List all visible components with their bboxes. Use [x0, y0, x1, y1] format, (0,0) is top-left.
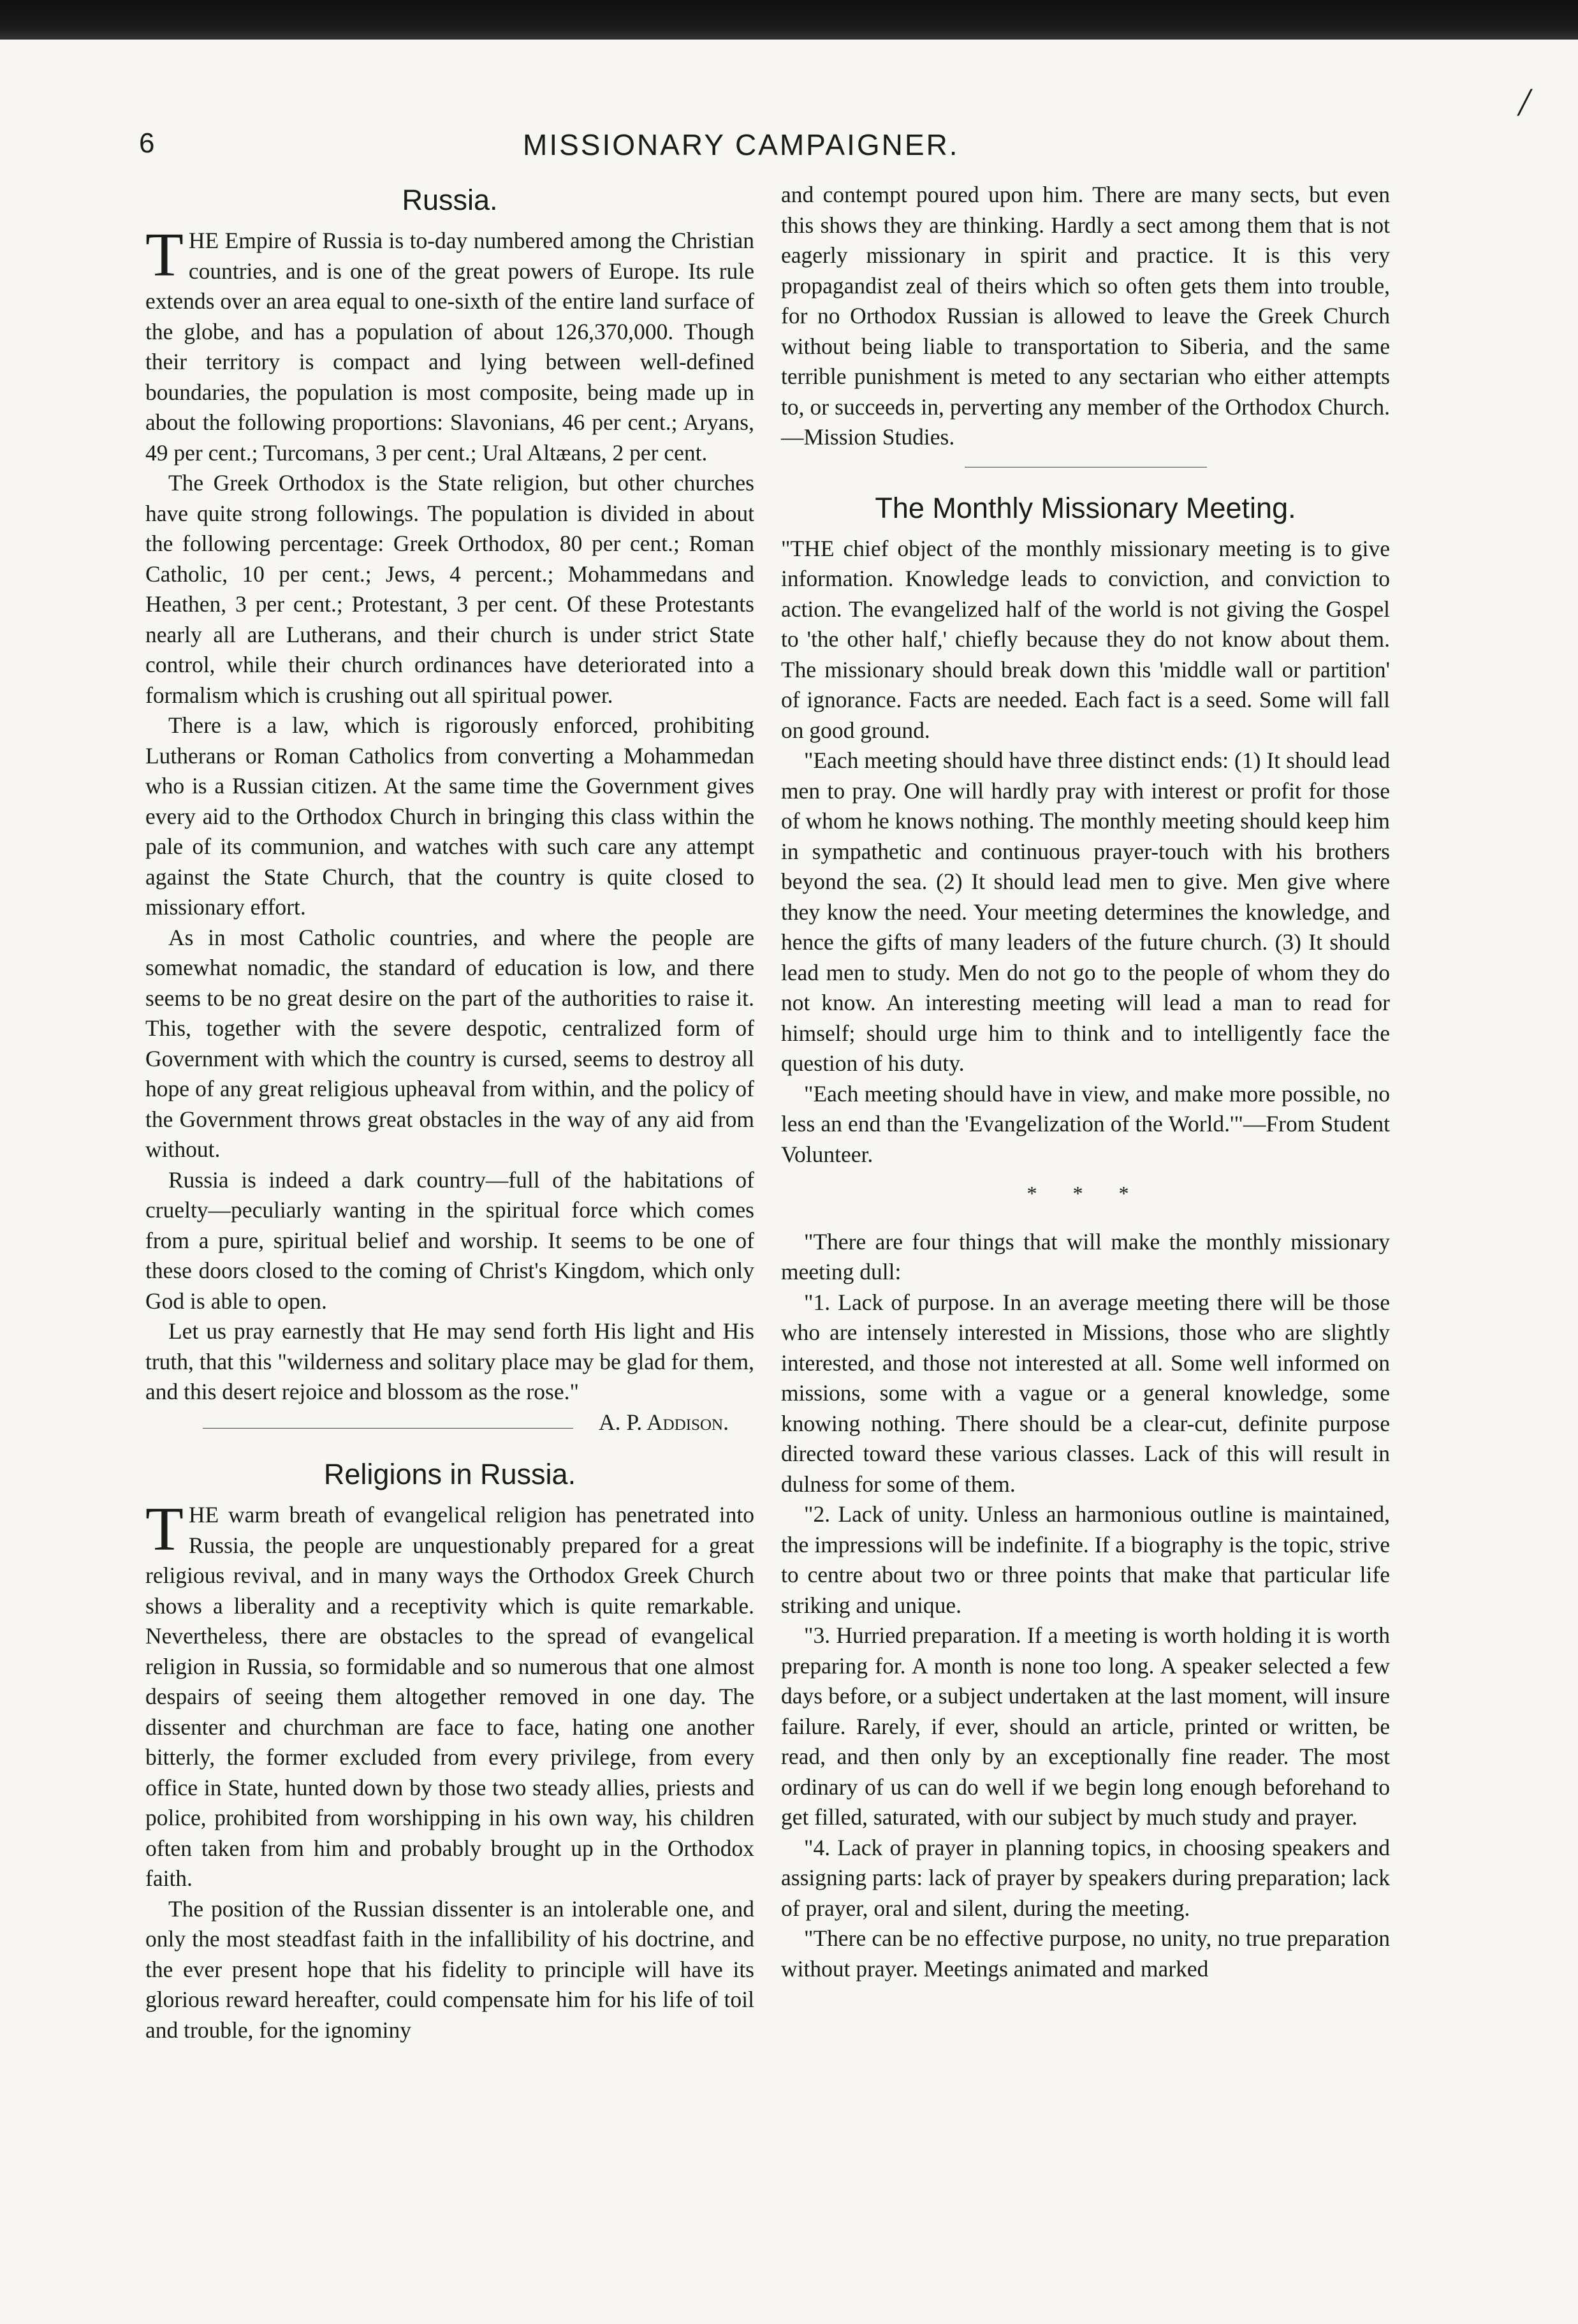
- russia-paragraph-2: The Greek Orthodox is the State religion, but other churches have quite strong followings. The population is divided in about the following percentage: Greek Orthodox, 80 per cent.; Roman Catholic, 10 per cent.; Jews, 4 percent.; Mohammedans and Heathen, 3 per cent.; Protestant, 3 per cent. Of these Protestants nearly all are Lutherans, and their church is under strict State control, while their church ordinances have deteriorated into a formalism which is crushing out all spiritual power.: [145, 470, 754, 708]
- continued-paragraph: and contempt poured upon him. There are many sects, but even this shows they are thinking. Hardly a sect among them that is not eagerly missionary in spirit and practice. It is this very propagandist zeal of theirs which so often gets them into trouble, for no Orthodox Russian is allowed to leave the Greek Church without being liable to transportation to Siberia, and the same terrible punishment is meted to any sectarian who either attempts to, or succeeds in, perverting any member of the Orthodox Church.—Mission Studies.: [781, 182, 1390, 450]
- meeting-paragraph-2: "Each meeting should have three distinct ends: (1) It should lead men to pray. One will hardly pray with interest or profit for those of whom he knows nothing. The monthly meeting should keep him in sympathetic and continuous prayer-touch with his brothers beyond the sea. (2) It should lead men to give. Men give where they know the need. Your meeting determines the knowledge, and hence the gifts of many leaders of the future church. (3) It should lead men to study. Men do not go to the people of whom they do not know. An interesting meeting will lead a man to read for himself; should urge him to think and to intelligently face the question of his duty.: [781, 747, 1390, 1076]
- article-title-meeting: The Monthly Missionary Meeting.: [875, 491, 1296, 524]
- russia-paragraph-3: There is a law, which is rigorously enforced, prohibiting Lutherans or Roman Catholics from converting a Mohammedan who is a Russian citizen. At the same time the Government gives every aid to the Orthodox Church in bringing this class within the pale of its communion, and watches with such care any attempt against the State Church, that the country is quite closed to missionary effort.: [145, 712, 754, 920]
- running-title: MISSIONARY CAMPAIGNER.: [523, 128, 960, 161]
- meeting-paragraph-5: "1. Lack of purpose. In an average meeting there will be those who are intensely interested in Missions, those who are slightly interested, and those not interested at all. Some well informed on missions, some with a vague or a general knowledge, some knowing nothing. There should be a clear-cut, definite purpose directed toward these various classes. Lack of this will result in dulness for some of them.: [781, 1289, 1390, 1497]
- meeting-paragraph-8: "4. Lack of prayer in planning topics, in choosing speakers and assigning parts: lack of prayer by speakers during preparation; lack of prayer, oral and silent, during the meeting.: [781, 1834, 1390, 1921]
- meeting-paragraph-6: "2. Lack of unity. Unless an harmonious outline is maintained, the impressions will be indefinite. If a biography is the topic, strive to centre about two or three points that make that particular life striking and unique.: [781, 1501, 1390, 1618]
- corner-mark: /: [1519, 81, 1530, 124]
- religions-paragraph-2: The position of the Russian dissenter is an intolerable one, and only the most steadfast faith in the infallibility of his doctrine, and the ever present hope that his fidelity to principle will have its glorious reward hereafter, could compensate him for his life of toil and trouble, for the ignominy: [145, 1895, 754, 2043]
- meeting-paragraph-3: "Each meeting should have in view, and make more possible, no less an end than the 'Evangelization of the World.'"—From Student Volunteer.: [781, 1080, 1390, 1167]
- meeting-paragraph-1: "THE chief object of the monthly missionary meeting is to give information. Knowledge leads to conviction, and conviction to action. The evangelized half of the world is not giving the Gospel to 'the other half,' chiefly because they do not know about them. The missionary should break down this 'middle wall or partition' of ignorance. Facts are needed. Each fact is a seed. Some will fall on good ground.: [781, 535, 1390, 743]
- right-column: [781, 180, 1390, 1984]
- section-stars: * * *: [1026, 1182, 1144, 1205]
- meeting-paragraph-4: "There are four things that will make the monthly missionary meeting dull:: [781, 1228, 1390, 1284]
- signature-row: [145, 1408, 754, 1438]
- author-signature: A. P. Addison.: [599, 1409, 729, 1435]
- divider: [203, 1428, 573, 1429]
- meeting-paragraph-7: "3. Hurried preparation. If a meeting is worth holding it is worth preparing for. A month is none too long. A speaker selected a few days before, or a subject undertaken at the last moment, will insure failure. Rarely, if ever, should an article, printed or written, be read, and then only by an exceptionally fine reader. The most ordinary of us can do well if we begin long enough beforehand to get filled, saturated, with our subject by much study and prayer.: [781, 1622, 1390, 1830]
- meeting-paragraph-9: "There can be no effective purpose, no unity, no true preparation without prayer. Meetings animated and marked: [781, 1925, 1390, 1982]
- russia-paragraph-1: THE Empire of Russia is to-day numbered among the Christian countries, and is one of the great powers of Europe. Its rule extends over an area equal to one-sixth of the entire land surface of the globe, and has a population of about 126,370,000. Though their territory is compact and lying between well-defined boundaries, the population is most composite, being made up in about the following proportions: Slavonians, 46 per cent.; Aryans, 49 per cent.; Turcomans, 3 per cent.; Ural Altæans, 2 per cent.: [145, 221, 754, 466]
- russia-paragraph-6: Let us pray earnestly that He may send forth His light and His truth, that this "wilderness and solitary place may be glad for them, and this desert rejoice and blossom as the rose.": [145, 1318, 754, 1404]
- scan-top-band: [0, 0, 1578, 40]
- page-number: 6: [139, 128, 155, 159]
- article-title-russia: Russia.: [402, 184, 498, 216]
- religions-paragraph-1: THE warm breath of evangelical religion has penetrated into Russia, the people are unquestionably prepared for a great religious revival, and in many ways the Orthodox Greek Church shows a liberality and a receptivity which is quite remarkable. Nevertheless, there are obstacles to the spread of evangelical religion in Russia, so formidable and so numerous that one almost despairs of seeing them altogether removed in one day. The dissenter and churchman are face to face, hating one another bitterly, the former excluded from every privilege, from every office in State, hunted down by those two steady allies, priests and police, prohibited from worshipping in his own way, his children often taken from him and probably brought up in the Orthodox faith.: [145, 1495, 754, 1891]
- russia-paragraph-5: Russia is indeed a dark country—full of the habitations of cruelty—peculiarly wanting in the spiritual force which comes from a pure, spiritual belief and worship. It seems to be one of these doors closed to the coming of Christ's Kingdom, which only God is able to open.: [145, 1166, 754, 1314]
- article-title-religions: Religions in Russia.: [323, 1458, 576, 1490]
- russia-paragraph-4: As in most Catholic countries, and where the people are somewhat nomadic, the standard of education is low, and there seems to be no great desire on the part of the authorities to raise it. This, together with the severe despotic, centralized form of Government with which the country is cursed, seems to destroy all hope of any great religious upheaval from within, and the policy of the Government throws great obstacles in the way of any aid from without.: [145, 924, 754, 1162]
- left-column: [145, 180, 754, 2045]
